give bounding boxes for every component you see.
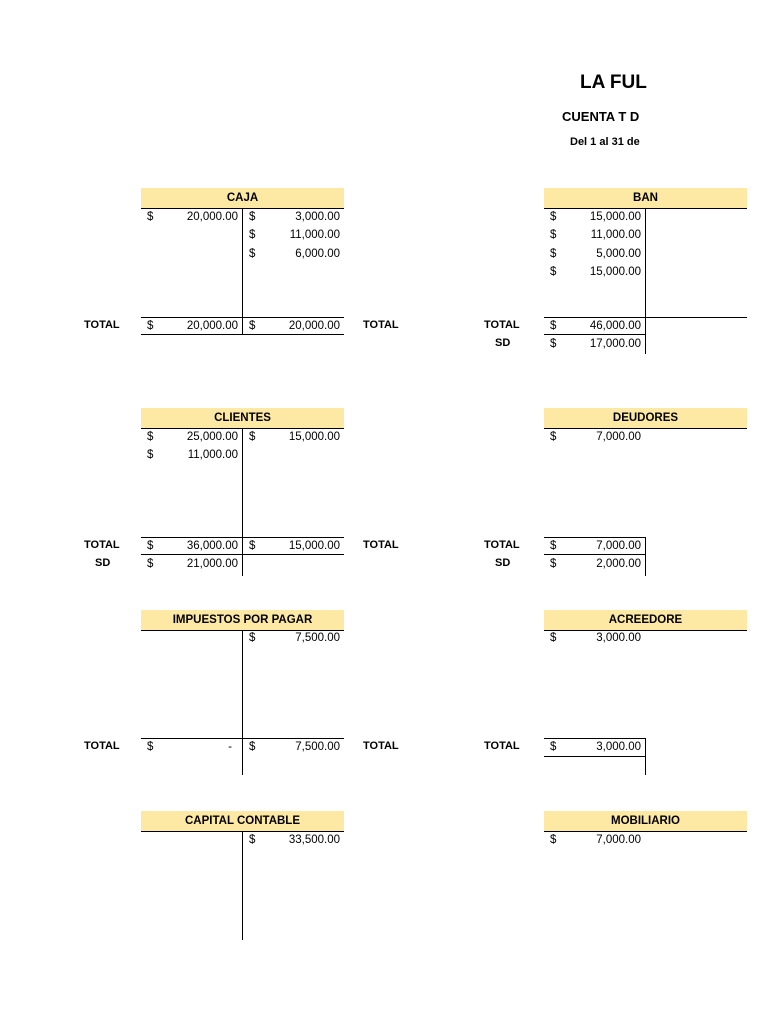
total-label: TOTAL <box>363 319 399 331</box>
debit-entry: $ 11,000.00 <box>550 229 641 241</box>
credit-entry: $ 15,000.00 <box>249 431 340 443</box>
account-header: IMPUESTOS POR PAGAR <box>141 610 344 631</box>
balance-debit: $ 17,000.00 <box>550 338 641 350</box>
account-header: CAPITAL CONTABLE <box>141 811 344 832</box>
debit-entry: $ 3,000.00 <box>550 632 641 644</box>
balance-debit: $ 21,000.00 <box>147 558 238 570</box>
total-label: TOTAL <box>84 740 120 752</box>
account-header: BAN <box>544 188 747 209</box>
account-header: DEUDORES <box>544 408 747 429</box>
period-label: Del 1 al 31 de <box>570 136 640 148</box>
account-impuestos <box>141 610 344 776</box>
credit-entry: $ 11,000.00 <box>249 229 340 241</box>
credit-entry: $ 6,000.00 <box>249 248 340 260</box>
debit-entry: $ 25,000.00 <box>147 431 238 443</box>
debit-entry: $ 5,000.00 <box>550 248 641 260</box>
total-label: TOTAL <box>484 319 520 331</box>
account-header: ACREEDORE <box>544 610 747 631</box>
total-debit: $ 36,000.00 <box>147 540 238 552</box>
account-clientes <box>141 408 344 576</box>
sd-label: SD <box>95 557 111 569</box>
total-credit: $ 15,000.00 <box>249 540 340 552</box>
credit-entry: $ 7,500.00 <box>249 632 340 644</box>
account-header: CLIENTES <box>141 408 344 429</box>
debit-entry: $ 20,000.00 <box>147 211 238 223</box>
total-debit: $ 46,000.00 <box>550 320 641 332</box>
total-debit: $ 3,000.00 <box>550 741 641 753</box>
total-label: TOTAL <box>363 740 399 752</box>
total-debit: $ 7,000.00 <box>550 540 641 552</box>
total-label: TOTAL <box>484 539 520 551</box>
total-label: TOTAL <box>363 539 399 551</box>
sd-label: SD <box>495 337 511 349</box>
total-credit: $ 7,500.00 <box>249 741 340 753</box>
total-credit: $ 20,000.00 <box>249 320 340 332</box>
sd-label: SD <box>495 557 511 569</box>
account-bancos <box>544 188 747 358</box>
total-label: TOTAL <box>84 319 120 331</box>
credit-entry: $ 3,000.00 <box>249 211 340 223</box>
total-debit: $ 20,000.00 <box>147 320 238 332</box>
account-caja <box>141 188 344 338</box>
account-header: CAJA <box>141 188 344 209</box>
debit-entry: $ 15,000.00 <box>550 211 641 223</box>
total-label: TOTAL <box>484 740 520 752</box>
account-deudores <box>544 408 747 576</box>
debit-entry: $ 7,000.00 <box>550 431 641 443</box>
total-label: TOTAL <box>84 539 120 551</box>
total-debit: $ - <box>147 741 232 753</box>
credit-entry: $ 33,500.00 <box>249 834 340 846</box>
page-subtitle: CUENTA T D <box>562 109 640 124</box>
account-mobiliario <box>544 811 747 871</box>
account-header: MOBILIARIO <box>544 811 747 832</box>
debit-entry: $ 7,000.00 <box>550 834 641 846</box>
debit-entry: $ 15,000.00 <box>550 266 641 278</box>
balance-debit: $ 2,000.00 <box>550 558 641 570</box>
page-title: LA FUL <box>580 72 647 93</box>
account-acreedores <box>544 610 747 776</box>
debit-entry: $ 11,000.00 <box>147 449 238 461</box>
account-capital <box>141 811 344 941</box>
